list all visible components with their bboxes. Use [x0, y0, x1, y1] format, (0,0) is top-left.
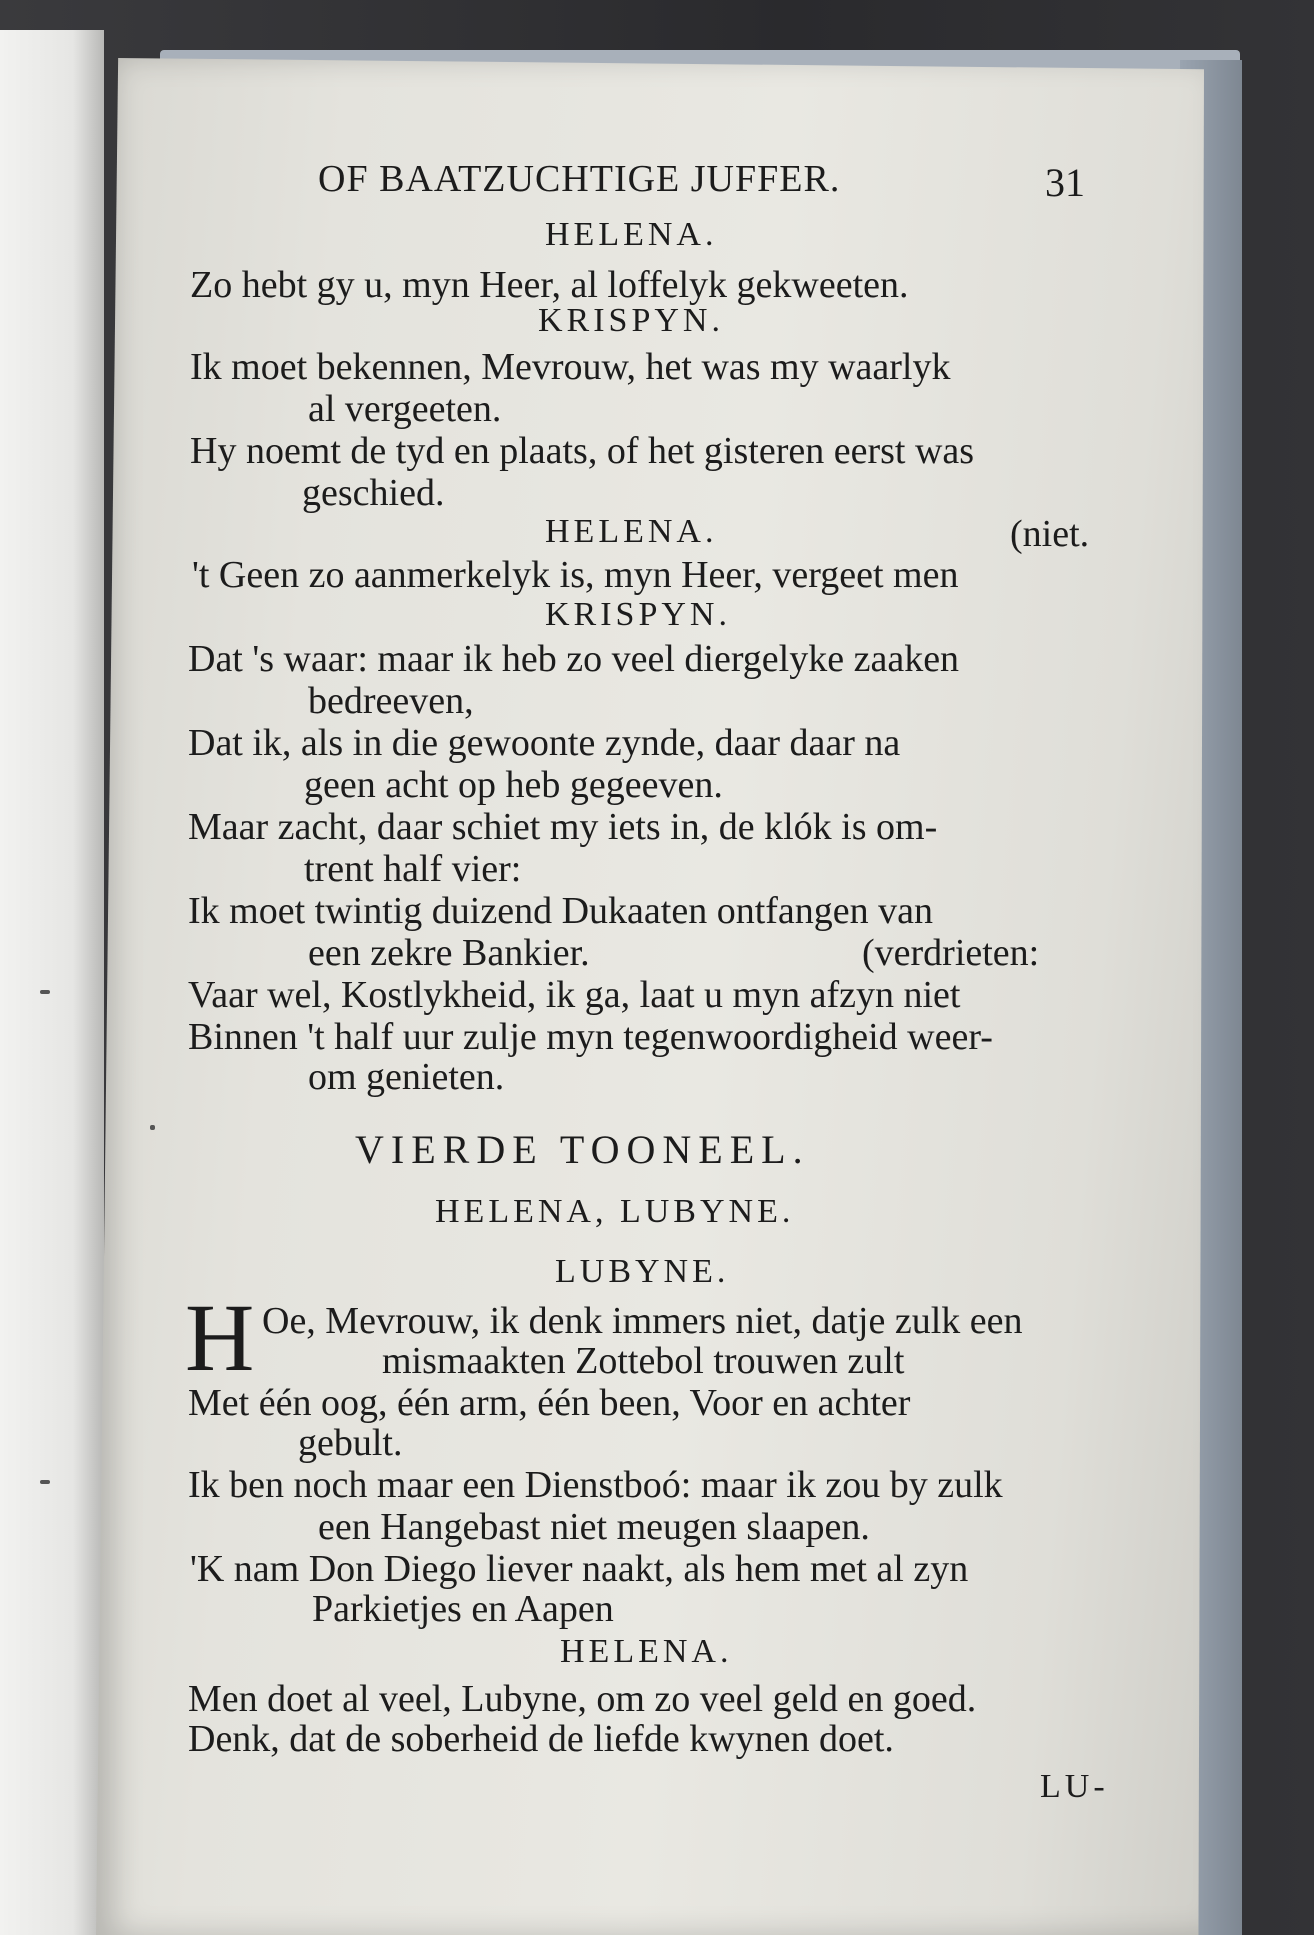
- verse-line: mismaakten Zottebol trouwen zult: [382, 1340, 905, 1382]
- page-mark: [150, 1125, 155, 1130]
- verse-line: een zekre Bankier.: [308, 932, 590, 974]
- verse-line: gebult.: [298, 1422, 403, 1464]
- verse-line: trent half vier:: [304, 848, 522, 890]
- verse-line: al vergeeten.: [308, 388, 502, 430]
- verse-line: Zo hebt gy u, myn Heer, al loffelyk gekweeten.: [190, 264, 909, 306]
- speaker-name: KRISPYN.: [538, 302, 724, 339]
- verse-line: Dat ik, als in die gewoonte zynde, daar daar na: [188, 722, 901, 764]
- drop-cap: H: [185, 1284, 255, 1391]
- verse-line: (verdrieten:: [862, 932, 1040, 974]
- verse-line: Maar zacht, daar schiet my iets in, de klók is om-: [188, 806, 938, 848]
- verse-line: 't Geen zo aanmerkelyk is, myn Heer, vergeet men: [192, 554, 959, 596]
- page-mark: [40, 990, 50, 994]
- verse-line: Ik moet bekennen, Mevrouw, het was my waarlyk: [190, 346, 951, 388]
- verse-line: bedreeven,: [308, 680, 474, 722]
- verse-line: Ik moet twintig duizend Dukaaten ontfangen van: [188, 890, 934, 932]
- running-head: OF BAATZUCHTIGE JUFFER.: [318, 158, 841, 200]
- speaker-name: HELENA.: [560, 1633, 733, 1670]
- verse-line: Dat 's waar: maar ik heb zo veel diergelyke zaaken: [188, 638, 960, 680]
- speaker-name: HELENA.: [545, 216, 718, 253]
- verse-line: geen acht op heb gegeeven.: [304, 764, 723, 806]
- speaker-name: HELENA.: [545, 513, 718, 550]
- catchword: LU-: [1040, 1768, 1109, 1805]
- speaker-name: LUBYNE.: [555, 1253, 730, 1290]
- verse-line: 'K nam Don Diego liever naakt, als hem met al zyn: [190, 1548, 969, 1590]
- verse-line: om genieten.: [308, 1056, 505, 1098]
- page-mark: [40, 1480, 50, 1484]
- verse-line: (niet.: [1010, 513, 1090, 555]
- verse-line: Parkietjes en Aapen: [312, 1588, 614, 1630]
- verse-line: Ik ben noch maar een Dienstboó: maar ik zou by zulk: [188, 1464, 1003, 1506]
- page-number: 31: [1045, 160, 1085, 205]
- verse-line: Men doet al veel, Lubyne, om zo veel geld en goed.: [188, 1678, 977, 1720]
- speaker-name: KRISPYN.: [545, 596, 731, 633]
- verse-line: Met één oog, één arm, één been, Voor en achter: [188, 1382, 911, 1424]
- verse-line: Binnen 't half uur zulje myn tegenwoordigheid weer-: [188, 1016, 993, 1058]
- facing-page: [0, 30, 104, 1935]
- verse-line: Hy noemt de tyd en plaats, of het gisteren eerst was: [190, 430, 975, 472]
- verse-line: Denk, dat de soberheid de liefde kwynen doet.: [188, 1718, 894, 1760]
- scene-characters: HELENA, LUBYNE.: [435, 1193, 795, 1230]
- verse-line: Oe, Mevrouw, ik denk immers niet, datje zulk een: [262, 1300, 1023, 1342]
- verse-line: Vaar wel, Kostlykheid, ik ga, laat u myn afzyn niet: [188, 974, 961, 1016]
- verse-line: geschied.: [302, 472, 445, 514]
- scene-heading: VIERDE TOONEEL.: [355, 1127, 810, 1172]
- verse-line: een Hangebast niet meugen slaapen.: [318, 1506, 870, 1548]
